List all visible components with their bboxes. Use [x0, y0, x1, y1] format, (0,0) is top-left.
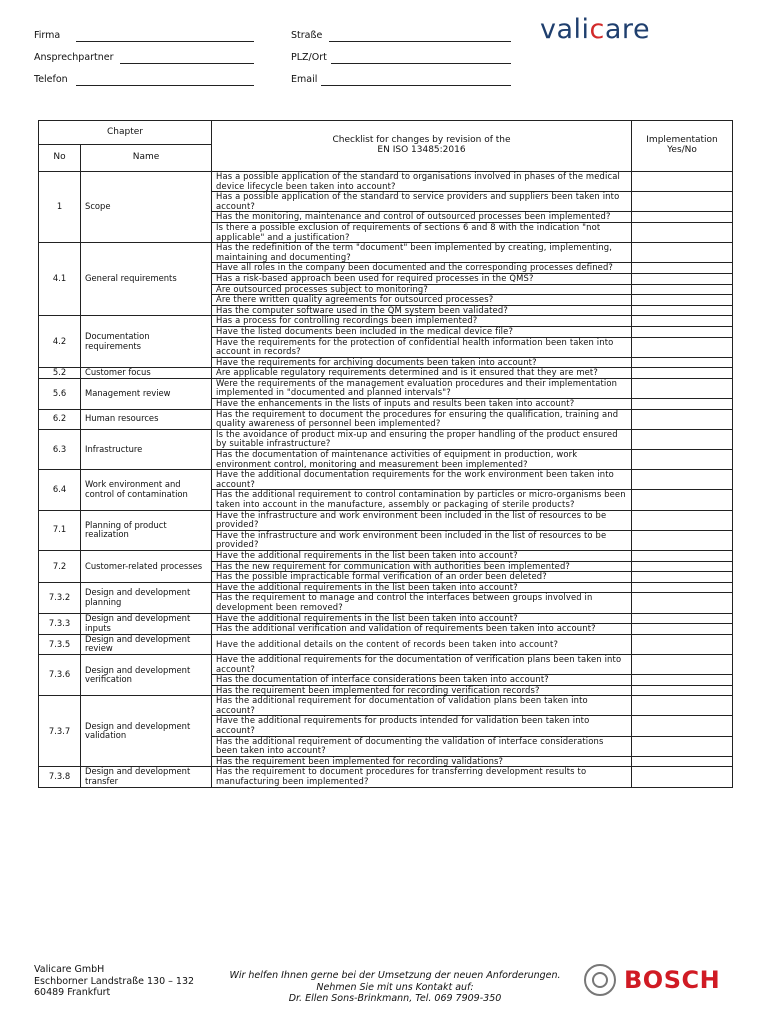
- chapter-name: Customer-related processes: [81, 550, 212, 582]
- checklist-question: Has a process for controlling recordings been implemented?: [212, 316, 632, 327]
- logo-part-2: c: [589, 14, 605, 45]
- implementation-cell[interactable]: [632, 767, 733, 787]
- strasse-label: Straße: [291, 30, 323, 41]
- checklist-table: [38, 120, 733, 788]
- checklist-question: Has the requirement to manage and control the interfaces between groups involved in development been removed?: [212, 593, 632, 613]
- implementation-cell[interactable]: [632, 572, 733, 583]
- chapter-number: 7.2: [39, 550, 81, 582]
- checklist-question: Has a possible application of the standard to service providers and suppliers been taken into account?: [212, 192, 632, 212]
- checklist-header-line-2: EN ISO 13485:2016: [377, 145, 466, 155]
- checklist-question: Has the requirement been implemented for recording validations?: [212, 756, 632, 767]
- contact-note-line-2: Nehmen Sie mit uns Kontakt auf:: [316, 981, 474, 993]
- implementation-cell[interactable]: [632, 273, 733, 284]
- table-row: [39, 172, 733, 192]
- implementation-cell[interactable]: [632, 593, 733, 613]
- table-row: [39, 378, 733, 398]
- checklist-question: Have all roles in the company been documented and the corresponding processes defined?: [212, 263, 632, 274]
- implementation-cell[interactable]: [632, 613, 733, 624]
- implementation-cell[interactable]: [632, 399, 733, 410]
- checklist-question: Have the additional requirements for products intended for validation been taken into account?: [212, 716, 632, 736]
- plz-ort-line[interactable]: [331, 63, 511, 64]
- checklist-question: Has the additional requirement to control contamination by particles or micro-organisms been taken into account in the manufacture, assembly or packaging of sterile products?: [212, 490, 632, 510]
- chapter-name: Design and development review: [81, 634, 212, 654]
- table-row: [39, 634, 733, 654]
- checklist-question: Have the infrastructure and work environment been included in the list of resources to be provided?: [212, 530, 632, 550]
- chapter-name: Design and development validation: [81, 696, 212, 767]
- checklist-question: Are there written quality agreements for outsourced processes?: [212, 295, 632, 306]
- contact-note-line-3: Dr. Ellen Sons-Brinkmann, Tel. 069 7909-350: [288, 993, 502, 1004]
- table-row: [39, 696, 733, 716]
- implementation-cell[interactable]: [632, 295, 733, 306]
- chapter-number: 6.2: [39, 409, 81, 429]
- company-name: Valicare GmbH: [34, 964, 105, 975]
- checklist-question: Were the requirements of the management evaluation procedures and their implementation implemented in "documented and planned intervals"?: [212, 378, 632, 398]
- implementation-cell[interactable]: [632, 263, 733, 274]
- telefon-label: Telefon: [34, 74, 68, 85]
- chapter-number: 7.3.3: [39, 613, 81, 634]
- checklist-question: Have the requirements for the protection of confidential health information been taken into account in records?: [212, 337, 632, 357]
- implementation-header: [632, 121, 733, 172]
- company-street: Eschborner Landstraße 130 – 132: [34, 975, 195, 987]
- implementation-cell[interactable]: [632, 172, 733, 192]
- checklist-question: Have the requirements for archiving documents been taken into account?: [212, 357, 632, 368]
- checklist-question: Has a risk-based approach been used for required processes in the QMS?: [212, 273, 632, 284]
- contact-note: [200, 970, 590, 1005]
- checklist-question: Have the additional requirements in the list been taken into account?: [212, 582, 632, 593]
- bosch-wordmark: BOSCH: [624, 966, 721, 994]
- logo-part-3: are: [604, 14, 651, 45]
- chapter-name: Planning of product realization: [81, 510, 212, 550]
- checklist-header: [212, 121, 632, 172]
- checklist-question: Has the additional requirement of documenting the validation of interface considerations been taken into account?: [212, 736, 632, 756]
- chapter-number: 7.3.8: [39, 767, 81, 787]
- table-row: [39, 613, 733, 624]
- implementation-header-line-1: Implementation: [646, 135, 718, 146]
- chapter-name: Work environment and control of contamination: [81, 470, 212, 510]
- implementation-cell[interactable]: [632, 378, 733, 398]
- telefon-field: [34, 74, 68, 85]
- strasse-field: [291, 30, 322, 41]
- implementation-cell[interactable]: [632, 550, 733, 561]
- checklist-question: Has the monitoring, maintenance and control of outsourced processes been implemented?: [212, 212, 632, 223]
- checklist-body: [39, 172, 733, 788]
- table-row: [39, 550, 733, 561]
- checklist-question: Is the avoidance of product mix-up and ensuring the proper handling of the product ensured by suitable infrastructure?: [212, 429, 632, 449]
- checklist-question: Has the documentation of interface considerations been taken into account?: [212, 675, 632, 686]
- chapter-name: Design and development inputs: [81, 613, 212, 634]
- chapter-number: 4.2: [39, 316, 81, 368]
- implementation-cell[interactable]: [632, 582, 733, 593]
- checklist-question: Have the additional requirements in the list been taken into account?: [212, 550, 632, 561]
- implementation-cell[interactable]: [632, 368, 733, 379]
- chapter-name: Infrastructure: [81, 429, 212, 469]
- chapter-number: 5.2: [39, 368, 81, 379]
- chapter-name: Scope: [81, 172, 212, 243]
- checklist-question: Have the additional requirements in the list been taken into account?: [212, 613, 632, 624]
- checklist-question: Has the new requirement for communication with authorities been implemented?: [212, 561, 632, 572]
- implementation-cell[interactable]: [632, 212, 733, 223]
- email-line[interactable]: [321, 85, 511, 86]
- firma-line[interactable]: [76, 41, 254, 42]
- table-row: [39, 368, 733, 379]
- plz-ort-label: PLZ/Ort: [291, 52, 327, 63]
- chapter-number: 7.1: [39, 510, 81, 550]
- logo-part-1: vali: [540, 14, 590, 45]
- chapter-name: Customer focus: [81, 368, 212, 379]
- table-row: [39, 767, 733, 787]
- company-city: 60489 Frankfurt: [34, 987, 111, 998]
- implementation-cell[interactable]: [632, 243, 733, 263]
- checklist-question: Has the requirement to document procedures for transferring development results to manufacturing been implemented?: [212, 767, 632, 787]
- implementation-cell[interactable]: [632, 756, 733, 767]
- plz-ort-field: [291, 52, 327, 63]
- checklist-question: Have the listed documents been included in the medical device file?: [212, 326, 632, 337]
- implementation-cell[interactable]: [632, 357, 733, 368]
- table-row: [39, 470, 733, 490]
- checklist-question: Are applicable regulatory requirements determined and is it ensured that they are met?: [212, 368, 632, 379]
- implementation-cell[interactable]: [632, 337, 733, 357]
- checklist-question: Has the redefinition of the term "document" been implemented by creating, implementing, maintaining and documenting?: [212, 243, 632, 263]
- chapter-name: Design and development planning: [81, 582, 212, 613]
- implementation-cell[interactable]: [632, 696, 733, 716]
- email-field: [291, 74, 317, 85]
- checklist-question: Have the additional details on the content of records been taken into account?: [212, 634, 632, 654]
- chapter-number: 6.3: [39, 429, 81, 469]
- bosch-logo: [584, 964, 720, 996]
- implementation-header-line-2: Yes/No: [667, 145, 697, 155]
- ansprechpartner-label: Ansprechpartner: [34, 52, 114, 63]
- implementation-cell[interactable]: [632, 222, 733, 242]
- chapter-header: Chapter: [39, 121, 212, 145]
- table-row: [39, 582, 733, 593]
- checklist-question: Have the additional documentation requirements for the work environment been taken into account?: [212, 470, 632, 490]
- table-row: [39, 654, 733, 674]
- chapter-name: Design and development transfer: [81, 767, 212, 787]
- implementation-cell[interactable]: [632, 429, 733, 449]
- ansprechpartner-line[interactable]: [120, 63, 254, 64]
- chapter-number: 4.1: [39, 243, 81, 316]
- implementation-cell[interactable]: [632, 326, 733, 337]
- implementation-cell[interactable]: [632, 675, 733, 686]
- checklist-question: Are outsourced processes subject to monitoring?: [212, 284, 632, 295]
- checklist-question: Have the infrastructure and work environment been included in the list of resources to be provided?: [212, 510, 632, 530]
- valicare-logo: [540, 14, 650, 45]
- checklist-question: Has the additional verification and validation of requirements been taken into account?: [212, 624, 632, 635]
- implementation-cell[interactable]: [632, 685, 733, 696]
- chapter-name: Management review: [81, 378, 212, 409]
- checklist-header-line-1: Checklist for changes by revision of the: [332, 135, 511, 146]
- implementation-cell[interactable]: [632, 654, 733, 674]
- implementation-cell[interactable]: [632, 450, 733, 470]
- table-row: [39, 316, 733, 327]
- implementation-cell[interactable]: [632, 624, 733, 635]
- checklist-question: Has the possible impracticable formal verification of an order been deleted?: [212, 572, 632, 583]
- implementation-cell[interactable]: [632, 284, 733, 295]
- bosch-armature-icon: [584, 964, 616, 996]
- implementation-cell[interactable]: [632, 192, 733, 212]
- chapter-number: 5.6: [39, 378, 81, 409]
- chapter-number: 7.3.6: [39, 654, 81, 695]
- chapter-number: 1: [39, 172, 81, 243]
- email-label: Email: [291, 74, 318, 85]
- implementation-cell[interactable]: [632, 470, 733, 490]
- chapter-number: 7.3.2: [39, 582, 81, 613]
- checklist-question: Has the documentation of maintenance activities of equipment in production, work environment control, monitoring and measurement been implemented?: [212, 450, 632, 470]
- implementation-cell[interactable]: [632, 530, 733, 550]
- company-address: [34, 964, 194, 999]
- checklist-question: Has a possible application of the standard to organisations involved in phases of the medical device lifecycle been taken into account?: [212, 172, 632, 192]
- implementation-cell[interactable]: [632, 510, 733, 530]
- implementation-cell[interactable]: [632, 634, 733, 654]
- implementation-cell[interactable]: [632, 716, 733, 736]
- implementation-cell[interactable]: [632, 316, 733, 327]
- implementation-cell[interactable]: [632, 305, 733, 316]
- chapter-number: 6.4: [39, 470, 81, 510]
- checklist-question: Has the requirement been implemented for recording verification records?: [212, 685, 632, 696]
- table-row: [39, 243, 733, 263]
- checklist-question: Have the additional requirements for the documentation of verification plans been taken into account?: [212, 654, 632, 674]
- chapter-name: Documentation requirements: [81, 316, 212, 368]
- implementation-cell[interactable]: [632, 561, 733, 572]
- chapter-number: 7.3.5: [39, 634, 81, 654]
- table-row: [39, 409, 733, 429]
- telefon-line[interactable]: [76, 85, 254, 86]
- checklist-question: Is there a possible exclusion of requirements of sections 6 and 8 with the indication "not applicable" and a justification?: [212, 222, 632, 242]
- implementation-cell[interactable]: [632, 490, 733, 510]
- implementation-cell[interactable]: [632, 409, 733, 429]
- checklist-question: Has the additional requirement for documentation of validation plans been taken into account?: [212, 696, 632, 716]
- contact-note-line-1: Wir helfen Ihnen gerne bei der Umsetzung der neuen Anforderungen.: [229, 970, 561, 981]
- firma-label: Firma: [34, 30, 61, 41]
- chapter-name: Human resources: [81, 409, 212, 429]
- name-header: Name: [81, 145, 212, 172]
- checklist-question: Has the computer software used in the QM system been validated?: [212, 305, 632, 316]
- chapter-name: General requirements: [81, 243, 212, 316]
- firma-field: [34, 30, 60, 41]
- table-row: [39, 510, 733, 530]
- chapter-name: Design and development verification: [81, 654, 212, 695]
- chapter-number: 7.3.7: [39, 696, 81, 767]
- no-header: No: [39, 145, 81, 172]
- implementation-cell[interactable]: [632, 736, 733, 756]
- table-row: [39, 429, 733, 449]
- checklist-question: Has the requirement to document the procedures for ensuring the qualification, training and quality awareness of personnel been implemented?: [212, 409, 632, 429]
- ansprechpartner-field: [34, 52, 114, 63]
- strasse-line[interactable]: [329, 41, 511, 42]
- checklist-question: Have the enhancements in the lists of inputs and results been taken into account?: [212, 399, 632, 410]
